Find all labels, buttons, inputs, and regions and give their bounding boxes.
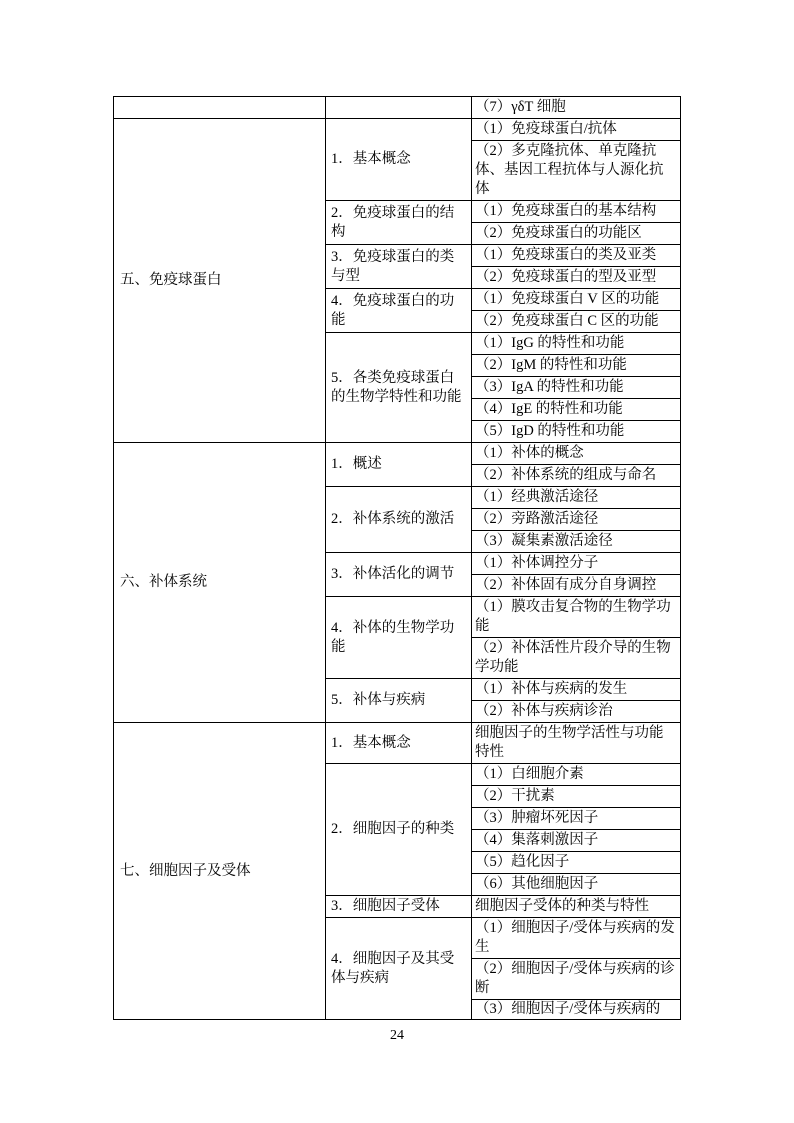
detail-cell: （1）白细胞介素 xyxy=(472,764,681,786)
topic-cell: 2．细胞因子的种类 xyxy=(326,764,472,896)
detail-cell: （1）细胞因子/受体与疾病的发生 xyxy=(472,918,681,959)
table-row xyxy=(114,443,681,465)
detail-cell: （2）补体与疾病诊治 xyxy=(472,701,681,723)
detail-cell: （5）IgD 的特性和功能 xyxy=(472,421,681,443)
topic-cell: 4．免疫球蛋白的功能 xyxy=(326,289,472,333)
detail-cell: （2）多克隆抗体、单克隆抗体、基因工程抗体与人源化抗体 xyxy=(472,141,681,201)
topic-cell: 5．各类免疫球蛋白的生物学特性和功能 xyxy=(326,333,472,443)
category-cell: 七、细胞因子及受体 xyxy=(114,723,326,1020)
topic-cell: 5．补体与疾病 xyxy=(326,679,472,723)
table-row xyxy=(114,97,681,119)
detail-cell: （5）趋化因子 xyxy=(472,852,681,874)
detail-cell: （1）免疫球蛋白的类及亚类 xyxy=(472,245,681,267)
topic-cell: 4．细胞因子及其受体与疾病 xyxy=(326,918,472,1020)
detail-cell: （4）IgE 的特性和功能 xyxy=(472,399,681,421)
category-cell xyxy=(114,97,326,119)
detail-cell: （2）免疫球蛋白的功能区 xyxy=(472,223,681,245)
detail-cell: （7）γδT 细胞 xyxy=(472,97,681,119)
detail-cell: （2）干扰素 xyxy=(472,786,681,808)
category-cell: 六、补体系统 xyxy=(114,443,326,723)
detail-cell: （1）IgG 的特性和功能 xyxy=(472,333,681,355)
detail-cell: （3）凝集素激活途径 xyxy=(472,531,681,553)
table-row xyxy=(114,119,681,141)
topic-cell: 3．细胞因子受体 xyxy=(326,896,472,918)
topic-cell: 3．免疫球蛋白的类与型 xyxy=(326,245,472,289)
detail-cell: （6）其他细胞因子 xyxy=(472,874,681,896)
detail-cell: （1）膜攻击复合物的生物学功能 xyxy=(472,597,681,638)
detail-cell: （1）免疫球蛋白的基本结构 xyxy=(472,201,681,223)
detail-cell: （2）IgM 的特性和功能 xyxy=(472,355,681,377)
topic-cell: 3．补体活化的调节 xyxy=(326,553,472,597)
topic-cell: 1．基本概念 xyxy=(326,723,472,764)
topic-cell: 2．补体系统的激活 xyxy=(326,487,472,553)
detail-cell: （4）集落刺激因子 xyxy=(472,830,681,852)
topic-cell xyxy=(326,97,472,119)
detail-cell: （2）免疫球蛋白的型及亚型 xyxy=(472,267,681,289)
detail-cell: 细胞因子的生物学活性与功能特性 xyxy=(472,723,681,764)
detail-cell: 细胞因子受体的种类与特性 xyxy=(472,896,681,918)
syllabus-table xyxy=(113,96,681,1020)
topic-cell: 1．基本概念 xyxy=(326,119,472,201)
detail-cell: （1）补体调控分子 xyxy=(472,553,681,575)
detail-cell: （1）免疫球蛋白 V 区的功能 xyxy=(472,289,681,311)
topic-cell: 2．免疫球蛋白的结构 xyxy=(326,201,472,245)
detail-cell: （1）免疫球蛋白/抗体 xyxy=(472,119,681,141)
detail-cell: （1）补体与疾病的发生 xyxy=(472,679,681,701)
detail-cell: （3）IgA 的特性和功能 xyxy=(472,377,681,399)
table-row xyxy=(114,723,681,764)
topic-cell: 1．概述 xyxy=(326,443,472,487)
detail-cell: （2）细胞因子/受体与疾病的诊断 xyxy=(472,959,681,1000)
detail-cell: （2）免疫球蛋白 C 区的功能 xyxy=(472,311,681,333)
detail-cell: （2）旁路激活途径 xyxy=(472,509,681,531)
detail-cell: （3）肿瘤坏死因子 xyxy=(472,808,681,830)
topic-cell: 4．补体的生物学功能 xyxy=(326,597,472,679)
detail-cell: （2）补体活性片段介导的生物学功能 xyxy=(472,638,681,679)
page-number: 24 xyxy=(390,1028,404,1043)
category-cell: 五、免疫球蛋白 xyxy=(114,119,326,443)
detail-cell: （2）补体系统的组成与命名 xyxy=(472,465,681,487)
detail-cell: （2）补体固有成分自身调控 xyxy=(472,575,681,597)
detail-cell: （1）补体的概念 xyxy=(472,443,681,465)
detail-cell: （3）细胞因子/受体与疾病的 xyxy=(472,1000,681,1020)
detail-cell: （1）经典激活途径 xyxy=(472,487,681,509)
